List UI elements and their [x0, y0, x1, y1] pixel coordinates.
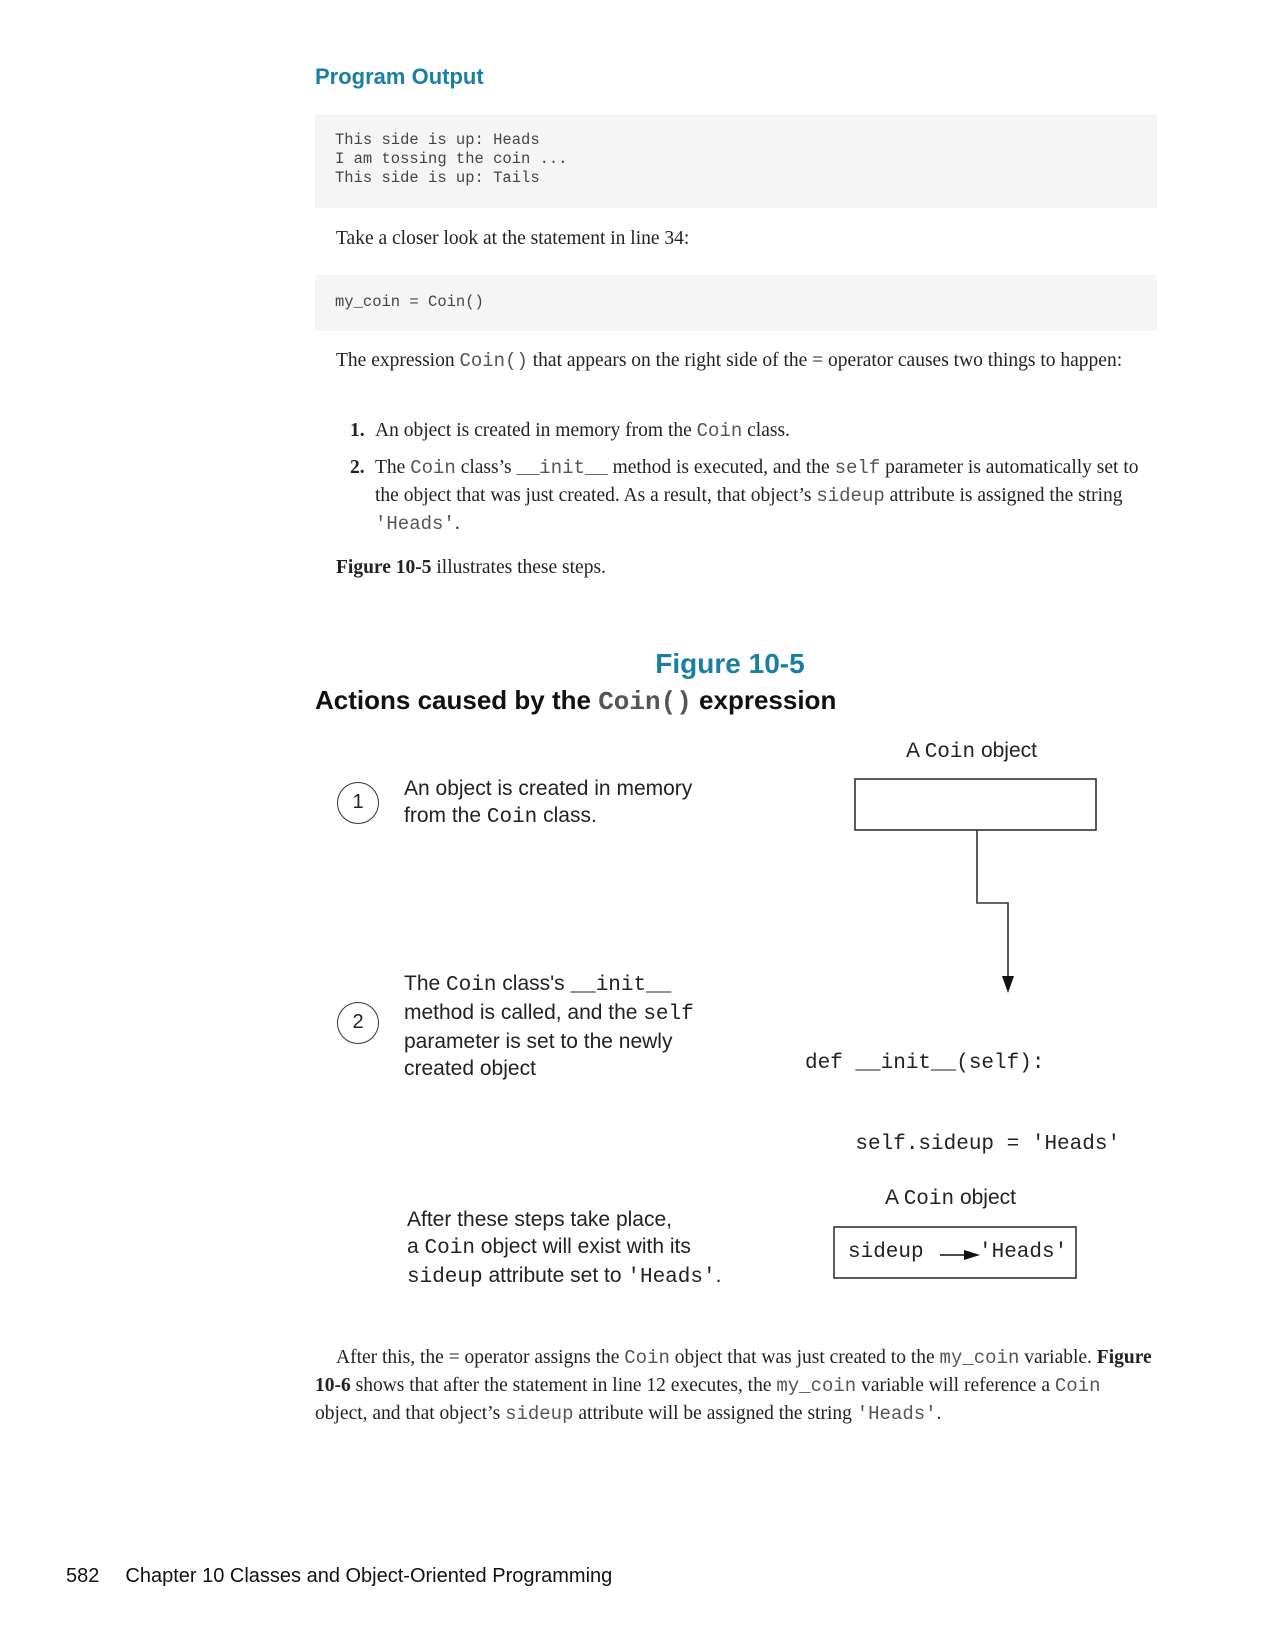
output-line: This side is up: Heads: [335, 131, 540, 149]
text-run: illustrates these steps.: [431, 557, 606, 578]
inline-code: __init__: [570, 974, 672, 997]
text-run: .: [454, 513, 460, 534]
text-run: After this, the = operator assigns the: [336, 1347, 625, 1368]
text-run: class's: [496, 972, 571, 995]
output-line: I am tossing the coin ...: [335, 150, 568, 168]
inline-code: Coin: [446, 974, 497, 997]
step-2-badge: 2: [337, 1002, 379, 1044]
result-object-label: [885, 1186, 1016, 1211]
text-run: class.: [537, 804, 597, 827]
inline-code: Coin: [424, 1237, 475, 1260]
paragraph-assignment: [315, 1344, 1157, 1428]
text-run: from the: [404, 804, 487, 827]
text-run: method is called, and the: [404, 1001, 644, 1024]
text-run: attribute set to: [482, 1264, 628, 1287]
inline-code: sideup: [505, 1403, 574, 1425]
text-run: object, and that object’s: [315, 1403, 506, 1424]
text-run: object: [975, 739, 1037, 762]
text-line: [404, 970, 694, 999]
inline-code: self: [834, 457, 881, 479]
text-run: .: [715, 1264, 722, 1287]
result-attribute-value: 'Heads': [979, 1241, 1068, 1264]
init-method-code: [805, 996, 1120, 1185]
text-line: An object is created in memory: [404, 777, 693, 800]
inline-code: Coin(): [598, 687, 692, 717]
text-run: attribute is assigned the string: [884, 485, 1123, 506]
inline-code: 'Heads': [856, 1403, 937, 1425]
paragraph-line34: Take a closer look at the statement in line 34:: [336, 228, 690, 249]
text-run: A: [906, 739, 925, 762]
inline-code: self: [643, 1003, 694, 1026]
inline-code: my_coin: [939, 1347, 1020, 1369]
text-line: After these steps take place,: [407, 1208, 672, 1231]
page-footer: [66, 1565, 612, 1588]
code-line: self.sideup = 'Heads': [805, 1133, 1121, 1156]
inline-code: sideup: [407, 1266, 483, 1289]
text-run: A: [885, 1186, 904, 1209]
text-run: expression: [691, 685, 837, 715]
step-2-text: [404, 970, 694, 1082]
text-run: method is executed, and the: [607, 457, 835, 478]
text-run: class.: [742, 420, 790, 441]
inline-code: my_coin: [776, 1375, 857, 1397]
text-line: [404, 802, 692, 831]
text-run: variable will reference a: [856, 1375, 1055, 1396]
figure-caption: Figure 10-5: [655, 648, 805, 679]
text-line: created object: [404, 1057, 536, 1080]
coin-object-box: [855, 779, 1096, 830]
output-line: This side is up: Tails: [335, 169, 540, 187]
result-attribute-name: sideup: [848, 1241, 924, 1264]
arrowhead-icon: [1002, 976, 1014, 993]
text-run: The expression: [336, 350, 460, 371]
program-output-heading: Program Output: [315, 64, 484, 89]
step-1-badge: 1: [337, 782, 379, 824]
text-run: The: [404, 972, 447, 995]
text-run: object will exist with its: [474, 1235, 691, 1258]
text-run: object: [954, 1186, 1016, 1209]
text-line: [407, 1233, 721, 1262]
figure-ref: Figure 10-5: [336, 557, 432, 578]
text-line: parameter is set to the newly: [404, 1030, 673, 1053]
inline-code: Coin: [410, 457, 456, 479]
inline-code: 'Heads': [627, 1266, 716, 1289]
text-run: a: [407, 1235, 425, 1258]
text-run: attribute will be assigned the string: [573, 1403, 857, 1424]
code-line: my_coin = Coin(): [335, 293, 484, 311]
text-run: parameter is automatically set to the object that was just created. As a result, that object’s: [375, 457, 1139, 506]
text-run: An object is created in memory from the: [375, 420, 697, 441]
text-run: that appears on the right side of the = operator causes two things to happen:: [527, 350, 1123, 371]
attribute-arrowhead-icon: [964, 1250, 980, 1260]
inline-code: Coin: [624, 1347, 670, 1369]
after-steps-text: [407, 1206, 721, 1291]
figure-ref: Figure 10-6: [315, 1347, 1152, 1396]
list-number: 2.: [350, 457, 365, 478]
chapter-title: Chapter 10 Classes and Object-Oriented Programming: [125, 1565, 613, 1587]
text-line: [407, 1262, 721, 1291]
text-run: shows that after the statement in line 12 executes, the: [350, 1375, 777, 1396]
page-number: 582: [66, 1565, 100, 1587]
inline-code: Coin: [903, 1188, 955, 1211]
text-run: .: [936, 1403, 942, 1424]
code-line: def __init__(self):: [805, 1052, 1045, 1075]
inline-code: Coin: [696, 420, 743, 442]
list-number: 1.: [350, 420, 365, 441]
text-run: object that was just created to the: [669, 1347, 940, 1368]
coin-object-label: [906, 739, 1037, 764]
inline-code: Coin(): [459, 350, 528, 372]
inline-code: Coin: [486, 806, 538, 829]
step-1-text: [404, 775, 692, 831]
inline-code: Coin: [924, 741, 976, 764]
text-run: Actions caused by the: [315, 685, 599, 715]
inline-code: __init__: [516, 457, 608, 479]
inline-code: Coin: [1054, 1375, 1101, 1397]
text-run: The: [375, 457, 411, 478]
text-line: [404, 999, 694, 1028]
connector-line: [977, 830, 1008, 976]
text-run: class’s: [455, 457, 517, 478]
inline-code: sideup: [816, 485, 885, 507]
inline-code: 'Heads': [375, 513, 455, 535]
text-run: variable.: [1019, 1347, 1097, 1368]
